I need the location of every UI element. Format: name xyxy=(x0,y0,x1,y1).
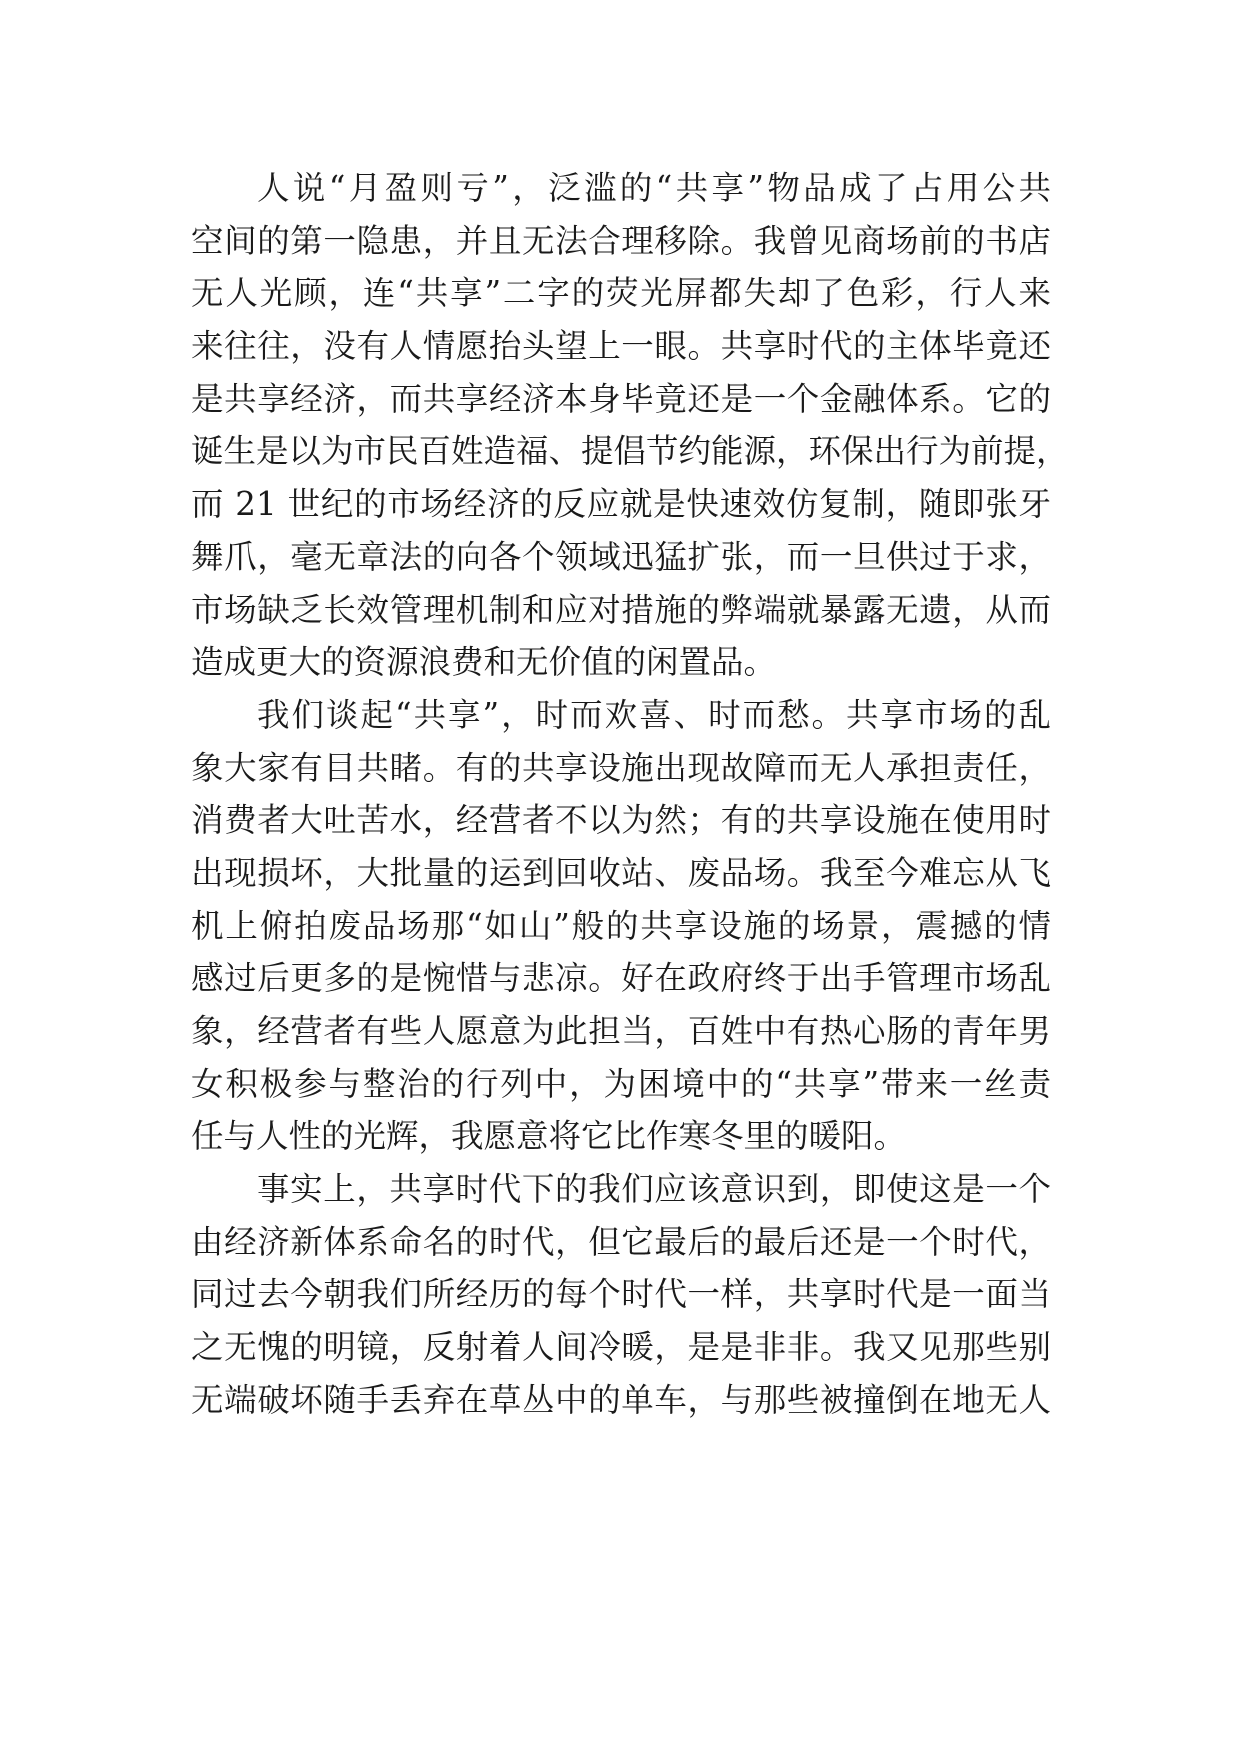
text-line: 诞生是以为市民百姓造福、提倡节约能源，环保出行为前提， xyxy=(191,432,1069,471)
text-line: 出现损坏，大批量的运到回收站、废品场。我至今难忘从飞 xyxy=(191,853,1051,892)
text-line: 任与人性的光辉，我愿意将它比作寒冬里的暖阳。 xyxy=(191,1117,907,1156)
text-line: 造成更大的资源浪费和无价值的闲置品。 xyxy=(191,643,777,682)
text-line: 同过去今朝我们所经历的每个时代一样，共享时代是一面当 xyxy=(191,1275,1051,1314)
text-line: 之无愧的明镜，反射着人间冷暖，是是非非。我又见那些别 xyxy=(191,1328,1051,1367)
text-line: 我们谈起“共享”，时而欢喜、时而愁。共享市场的乱 xyxy=(257,695,1051,734)
text-line: 消费者大吐苦水，经营者不以为然；有的共享设施在使用时 xyxy=(191,801,1051,840)
text-line: 感过后更多的是惋惜与悲凉。好在政府终于出手管理市场乱 xyxy=(191,959,1051,998)
text-line: 无人光顾，连“共享”二字的荧光屏都失却了色彩，行人来 xyxy=(191,274,1051,313)
text-line: 事实上，共享时代下的我们应该意识到，即使这是一个 xyxy=(257,1170,1051,1209)
text-line: 女积极参与整治的行列中，为困境中的“共享”带来一丝责 xyxy=(191,1064,1051,1103)
text-line: 是共享经济，而共享经济本身毕竟还是一个金融体系。它的 xyxy=(191,379,1051,418)
text-line: 机上俯拍废品场那“如山”般的共享设施的场景，震撼的情 xyxy=(191,906,1051,945)
text-line: 空间的第一隐患，并且无法合理移除。我曾见商场前的书店 xyxy=(191,221,1051,260)
body-text xyxy=(191,162,1069,1427)
text-line: 象，经营者有些人愿意为此担当，百姓中有热心肠的青年男 xyxy=(191,1012,1051,1050)
text-line: 由经济新体系命名的时代，但它最后的最后还是一个时代， xyxy=(191,1222,1051,1261)
text-line: 人说“月盈则亏”，泛滥的“共享”物品成了占用公共 xyxy=(257,169,1051,207)
text-line: 无端破坏随手丢弃在草丛中的单车，与那些被撞倒在地无人 xyxy=(191,1380,1051,1419)
text-line: 而 21 世纪的市场经济的反应就是快速效仿复制，随即张牙 xyxy=(191,485,1051,524)
text-line: 舞爪，毫无章法的向各个领域迅猛扩张，而一旦供过于求， xyxy=(191,537,1051,576)
text-line: 市场缺乏长效管理机制和应对措施的弊端就暴露无遗，从而 xyxy=(191,590,1051,629)
text-line: 象大家有目共睹。有的共享设施出现故障而无人承担责任， xyxy=(191,748,1051,787)
text-line: 来往往，没有人情愿抬头望上一眼。共享时代的主体毕竟还 xyxy=(191,327,1051,366)
